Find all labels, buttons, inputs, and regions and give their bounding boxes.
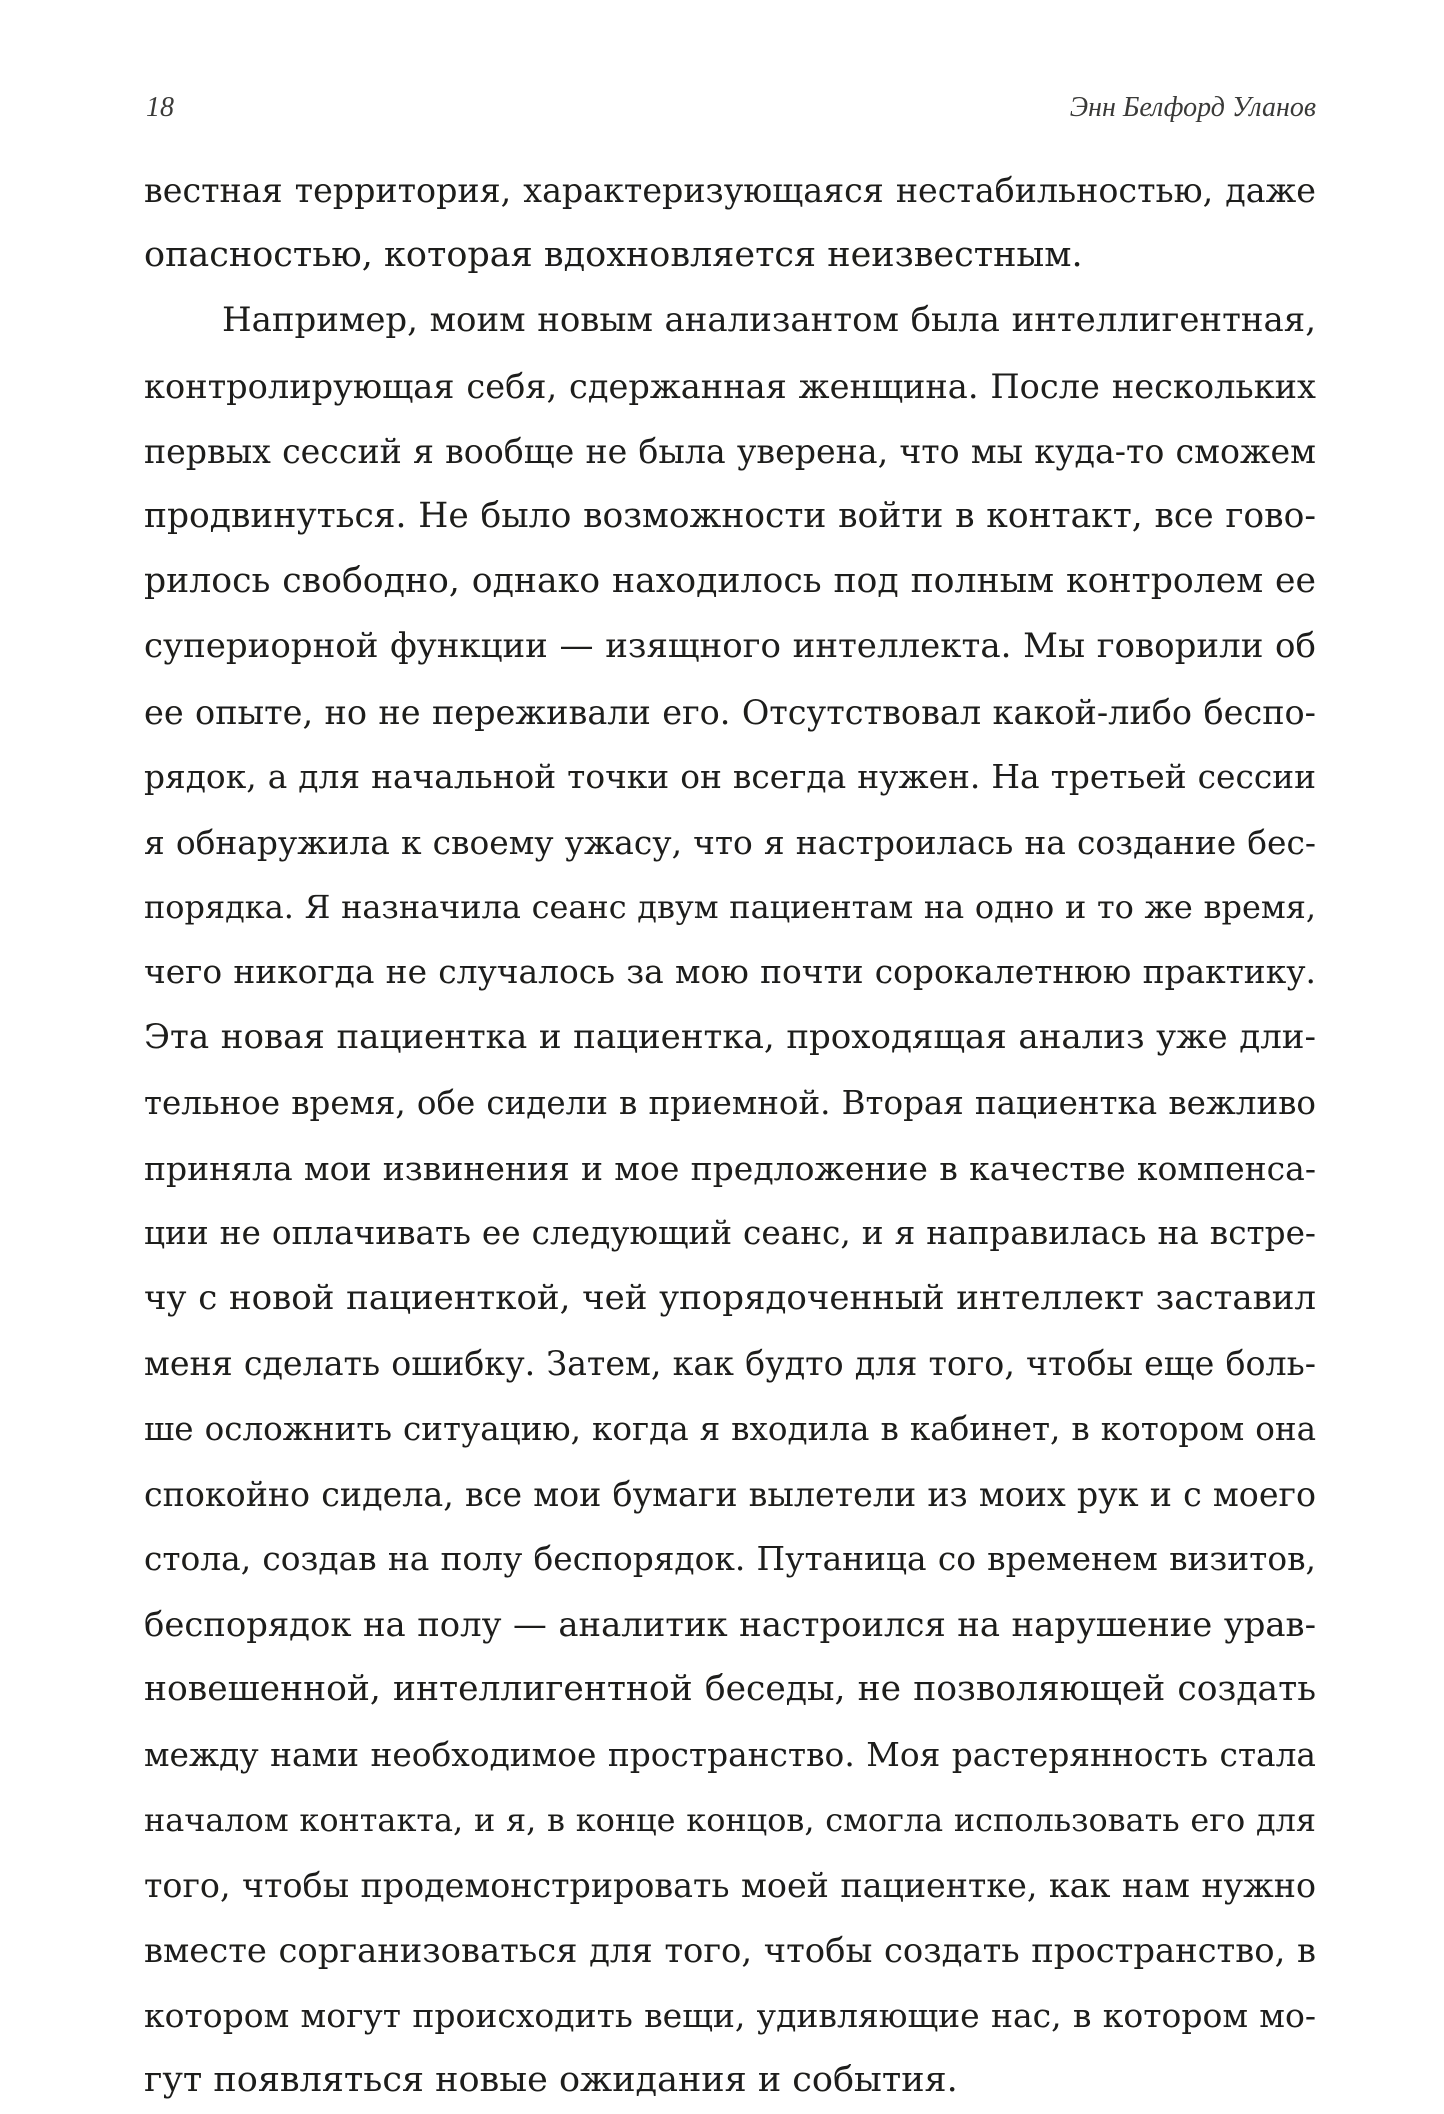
text-line: новешенной, интеллигентной беседы, не позволяющей создать [144,1669,1316,1710]
text-line: стола, создав на полу беспорядок. Путаница со временем визитов, [144,1539,1316,1578]
text-line: продвинуться. Не было возможности войти в контакт, все гово- [144,495,1316,536]
text-line: спокойно сидела, все мои бумаги вылетели из моих рук и с моего [144,1474,1316,1514]
text-line: приняла мои извинения и мое предложение в качестве компенса- [144,1148,1316,1188]
page-number: 18 [146,92,174,123]
text-line: котором могут происходить вещи, удивляющие нас, в котором мо- [144,1996,1316,2036]
text-line: тельное время, обе сидели в приемной. Вторая пациентка вежливо [144,1083,1316,1122]
text-line: того, чтобы продемонстрировать моей пациентке, как нам нужно [144,1865,1316,1905]
text-line: рилось свободно, однако находилось под полным контролем ее [144,561,1316,602]
text-line: порядка. Я назначила сеанс двум пациентам на одно и то же время, [144,888,1316,927]
text-line: Эта новая пациентка и пациентка, проходящая анализ уже дли- [144,1017,1316,1058]
text-line: чу с новой пациенткой, чей упорядоченный интеллект заставил [144,1278,1316,1319]
text-line: ции не оплачивать ее следующий сеанс, и я направилась на встре- [144,1214,1316,1252]
text-line: вестная территория, характеризующаяся нестабильностью, даже [144,171,1316,210]
text-line: рядок, а для начальной точки он всегда нужен. На третьей сессии [144,757,1316,796]
running-head [146,92,1316,132]
text-line: вместе сорганизоваться для того, чтобы создать пространство, в [144,1931,1316,1971]
body-text [144,158,1316,2114]
text-line: контролирующая себя, сдержанная женщина. После нескольких [144,366,1316,406]
text-line: гут появляться новые ожидания и события. [144,2060,958,2101]
text-line: беспорядок на полу — аналитик настроился на нарушение урав- [144,1605,1316,1645]
text-line: чего никогда не случалось за мою почти сорокалетнюю практику. [144,953,1316,992]
text-line: началом контакта, и я, в конце концов, смогла использовать его для [144,1800,1316,1839]
text-line: ше осложнить ситуацию, когда я входила в кабинет, в котором она [144,1409,1316,1448]
text-line: я обнаружила к своему ужасу, что я настроилась на создание бес- [144,822,1316,862]
text-line: опасностью, которая вдохновляется неизвестным. [144,235,1083,276]
text-line: между нами необходимое пространство. Моя растерянность стала [144,1735,1316,1774]
text-line: супериорной функции — изящного интеллекта. Мы говорили об [144,626,1316,667]
text-line: меня сделать ошибку. Затем, как будто для того, чтобы еще боль- [144,1344,1316,1384]
running-title: Энн Белфорд Уланов [1069,92,1316,123]
text-line: Например, моим новым анализантом была интеллигентная, [222,300,1316,341]
text-line: первых сессий я вообще не была уверена, что мы куда-то сможем [144,431,1316,471]
text-line: ее опыте, но не переживали его. Отсутствовал какой-либо беспо- [144,692,1316,732]
